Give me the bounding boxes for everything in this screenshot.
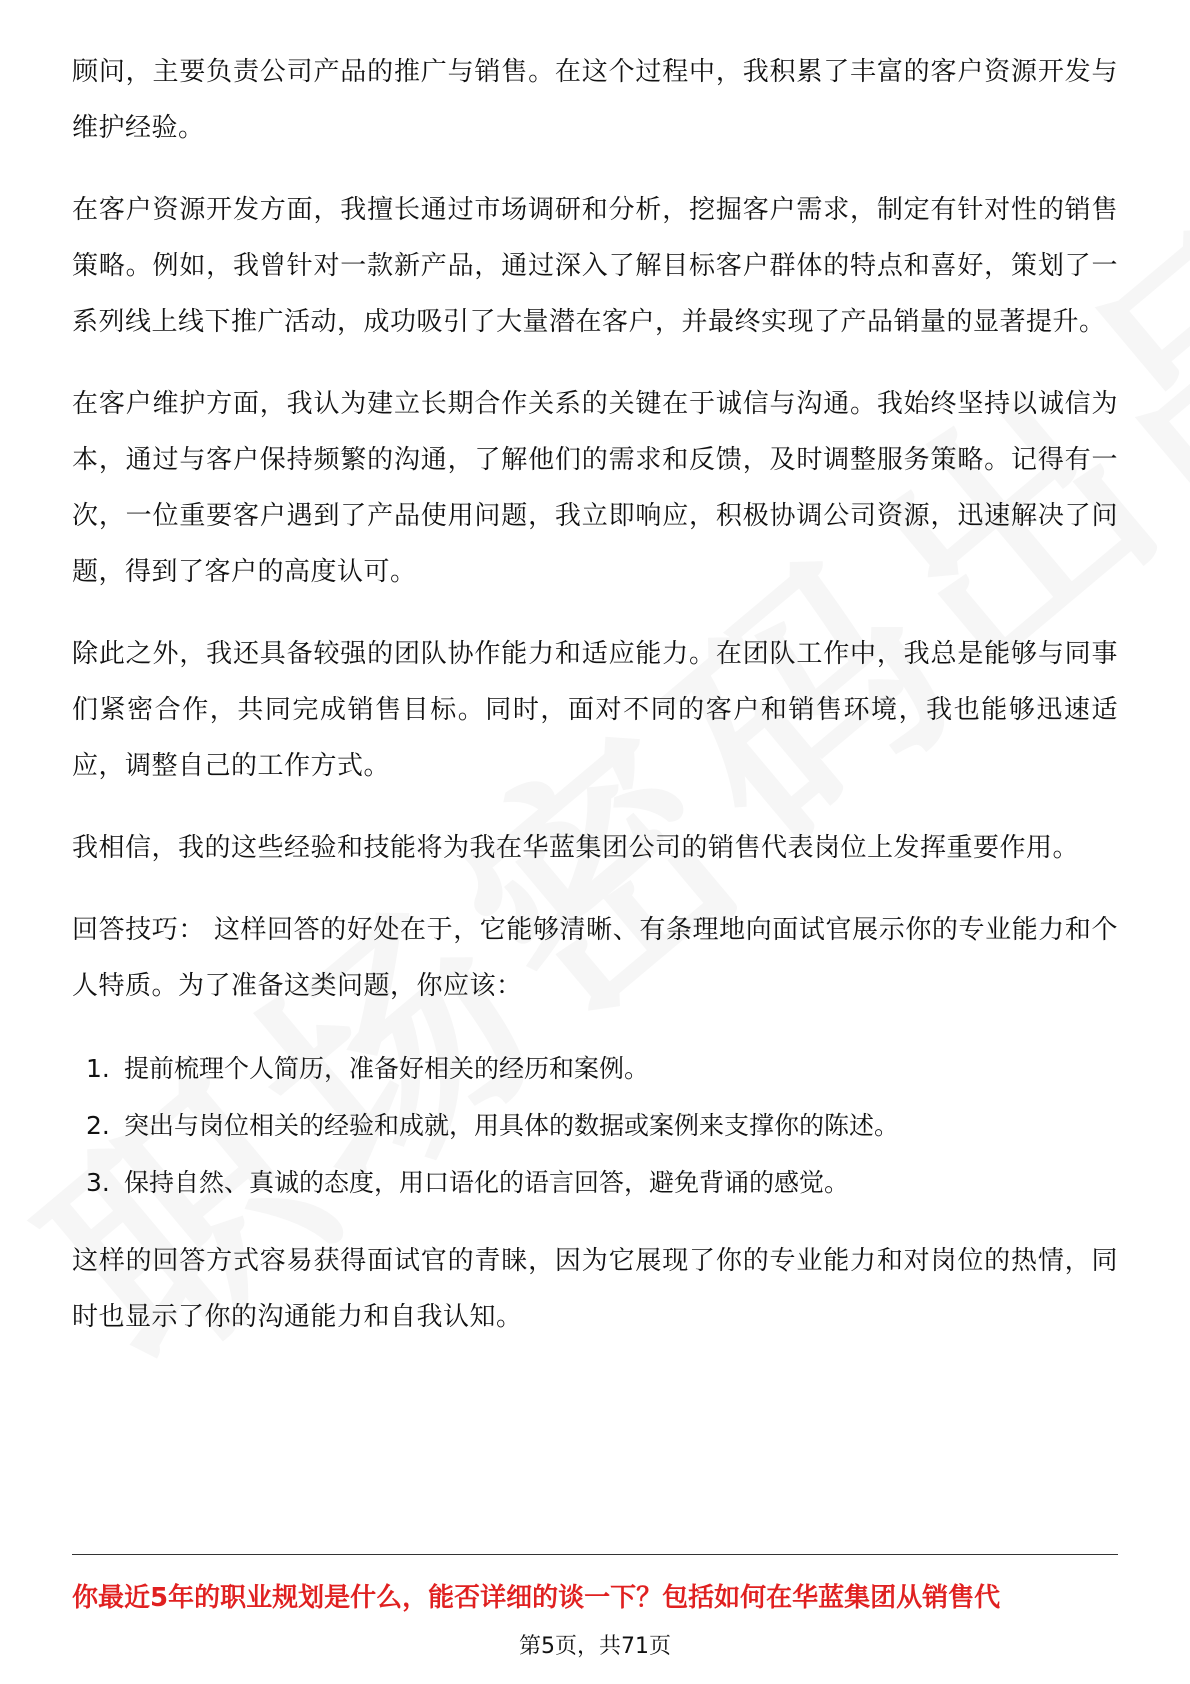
document-body — [72, 44, 1118, 1371]
list-item-text: 保持自然、真诚的态度，用口语化的语言回答，避免背诵的感觉。 — [124, 1168, 850, 1197]
list-item — [72, 1097, 1118, 1154]
list-item-number: 3. — [86, 1168, 110, 1197]
list-item-text: 突出与岗位相关的经验和成就，用具体的数据或案例来支撑你的陈述。 — [124, 1111, 900, 1140]
list-item — [72, 1040, 1118, 1097]
tips-list — [72, 1040, 1118, 1211]
section-divider — [72, 1554, 1118, 1555]
list-item-text: 提前梳理个人简历，准备好相关的经历和案例。 — [124, 1054, 650, 1083]
next-question-heading: 你最近5年的职业规划是什么，能否详细的谈一下？包括如何在华蓝集团从销售代 — [72, 1583, 1001, 1613]
paragraph-customer-development: 在客户资源开发方面，我擅长通过市场调研和分析，挖掘客户需求，制定有针对性的销售策略。例如，我曾针对一款新产品，通过深入了解目标客户群体的特点和喜好，策划了一系列线上线下推广活动，成功吸引了大量潜在客户，并最终实现了产品销量的显著提升。 — [72, 195, 1118, 337]
paragraph-teamwork: 除此之外，我还具备较强的团队协作能力和适应能力。在团队工作中，我总是能够与同事们紧密合作，共同完成销售目标。同时，面对不同的客户和销售环境，我也能够迅速适应，调整自己的工作方式。 — [72, 639, 1118, 781]
paragraph-intro: 顾问，主要负责公司产品的推广与销售。在这个过程中，我积累了丰富的客户资源开发与维护经验。 — [72, 57, 1118, 143]
paragraph-conclusion: 我相信，我的这些经验和技能将为我在华蓝集团公司的销售代表岗位上发挥重要作用。 — [72, 833, 1080, 863]
page-number: 第5页，共71页 — [519, 1634, 671, 1659]
list-item-number: 2. — [86, 1111, 110, 1140]
list-item — [72, 1154, 1118, 1211]
paragraph-closing: 这样的回答方式容易获得面试官的青睐，因为它展现了你的专业能力和对岗位的热情，同时也显示了你的沟通能力和自我认知。 — [72, 1246, 1118, 1332]
list-item-number: 1. — [86, 1054, 110, 1083]
paragraph-answer-tips: 回答技巧： 这样回答的好处在于，它能够清晰、有条理地向面试官展示你的专业能力和个人特质。为了准备这类问题，你应该： — [72, 915, 1118, 1001]
paragraph-customer-maintenance: 在客户维护方面，我认为建立长期合作关系的关键在于诚信与沟通。我始终坚持以诚信为本，通过与客户保持频繁的沟通，了解他们的需求和反馈，及时调整服务策略。记得有一次，一位重要客户遇到了产品使用问题，我立即响应，积极协调公司资源，迅速解决了问题，得到了客户的高度认可。 — [72, 389, 1118, 587]
